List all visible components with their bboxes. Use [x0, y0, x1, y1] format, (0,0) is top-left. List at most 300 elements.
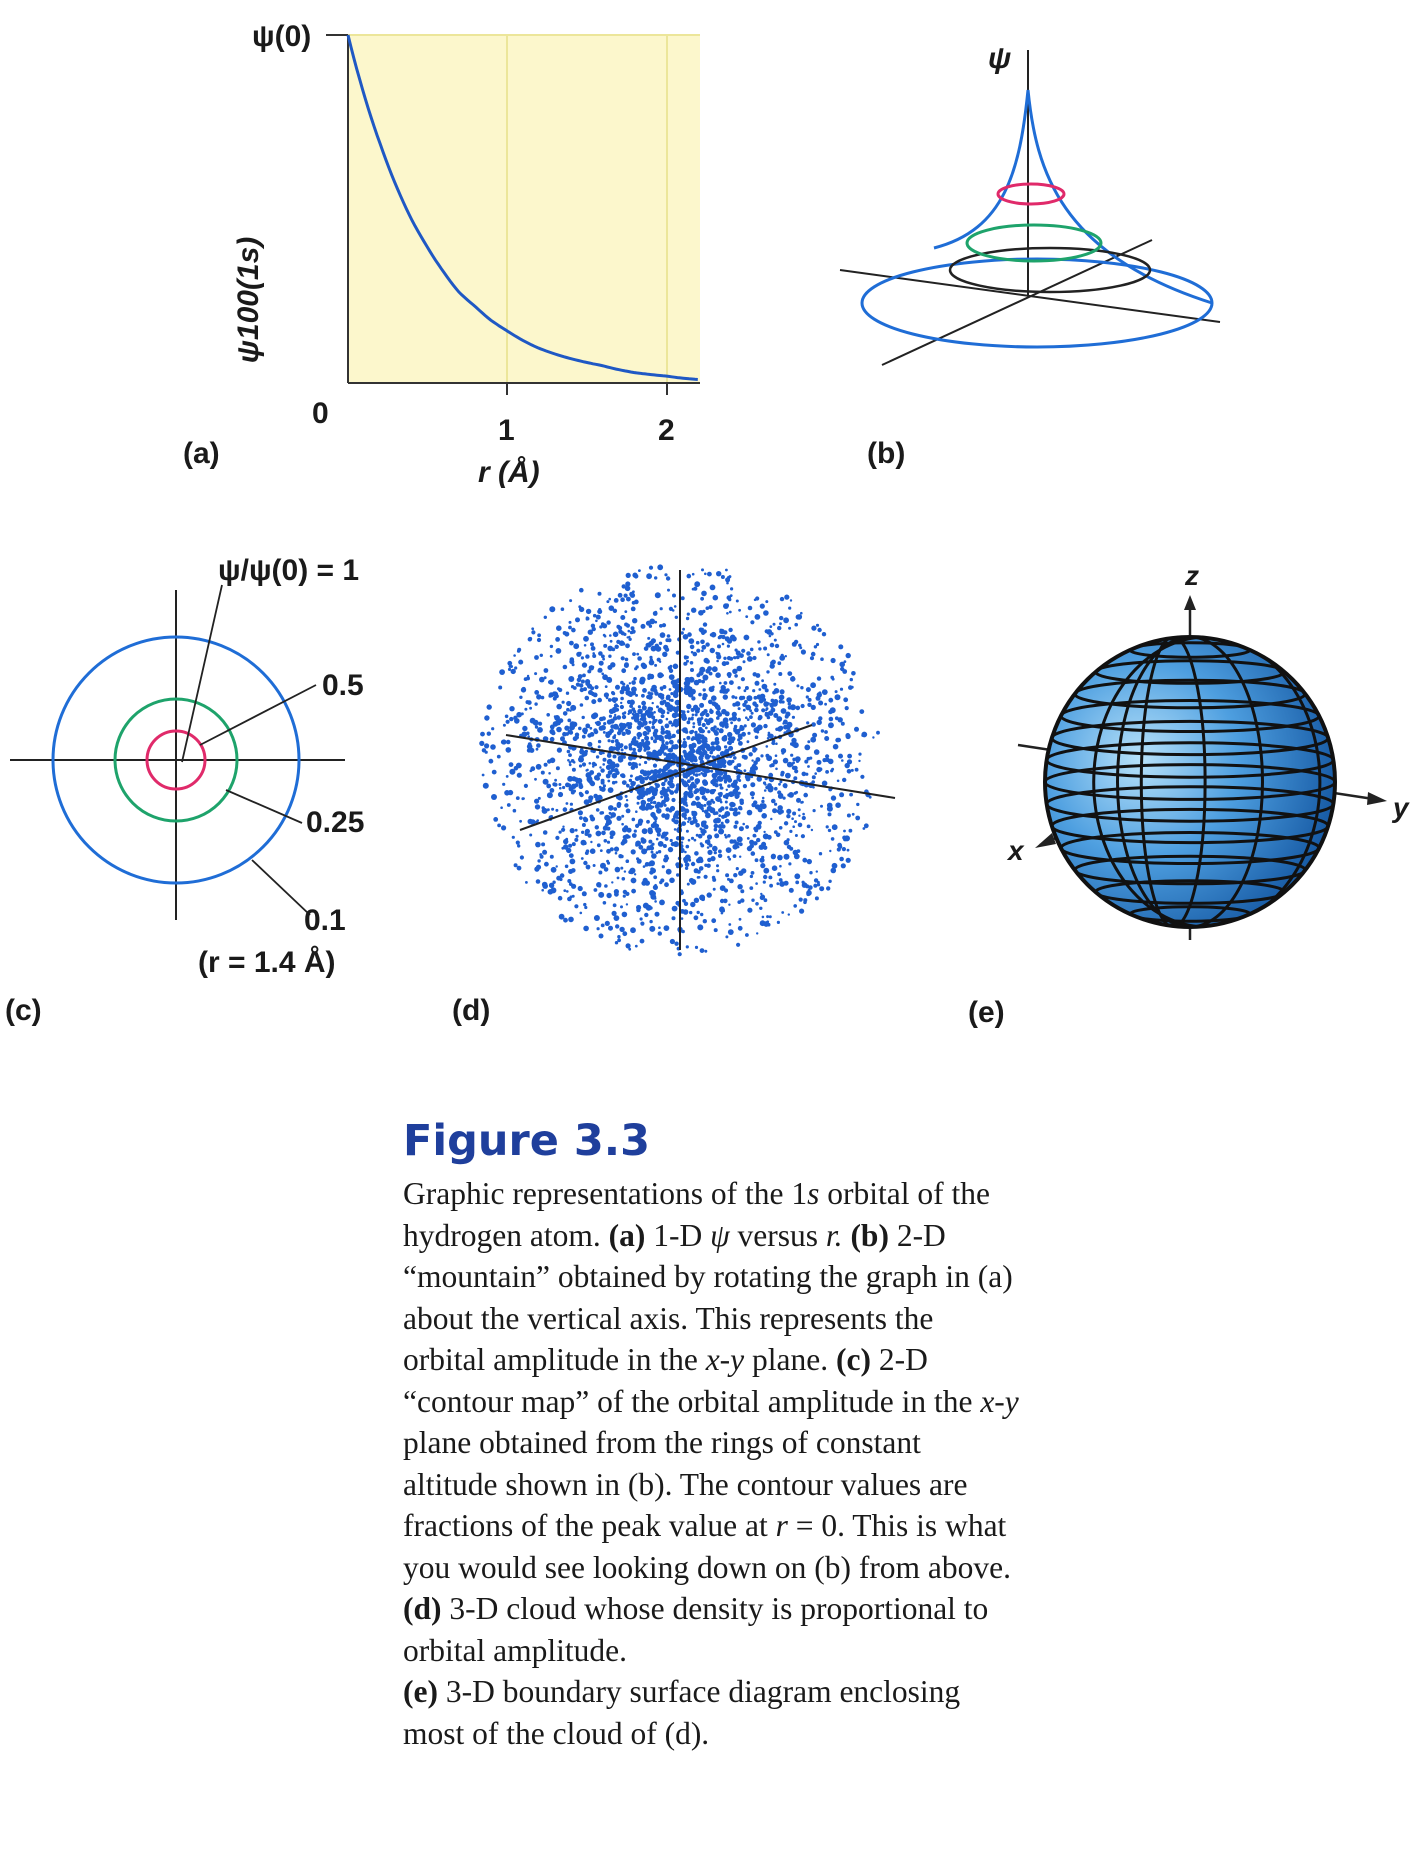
cloud-dot	[599, 766, 601, 768]
cloud-dot	[655, 912, 660, 917]
panel-b-psi-label: ψ	[988, 42, 1012, 75]
cloud-dot	[760, 604, 765, 609]
panel-a-psi-vs-r-graph	[0, 0, 740, 500]
cloud-dot	[765, 786, 769, 790]
cloud-dot	[603, 731, 606, 734]
cloud-dot	[801, 649, 806, 654]
cloud-dot	[568, 753, 572, 757]
cloud-dot	[646, 573, 652, 579]
cloud-dot	[763, 724, 767, 728]
cloud-dot	[699, 895, 705, 901]
cloud-dot	[787, 722, 793, 728]
cloud-dot	[585, 750, 588, 753]
caption-text-a-1: 1-D	[645, 1217, 711, 1253]
cloud-dot	[790, 704, 796, 710]
cloud-dot	[630, 868, 636, 874]
cloud-dot	[747, 810, 753, 816]
cloud-dot	[603, 758, 607, 762]
cloud-dot	[728, 598, 731, 601]
cloud-dot	[725, 793, 729, 797]
cloud-dot	[580, 688, 584, 692]
cloud-dot	[551, 867, 557, 873]
panel-c-label-1: ψ/ψ(0) = 1	[218, 554, 360, 587]
cloud-dot	[778, 672, 782, 676]
cloud-dot	[774, 803, 777, 806]
cloud-dot	[562, 826, 564, 828]
cloud-dot	[592, 654, 596, 658]
cloud-dot	[854, 727, 859, 732]
cloud-dot	[603, 644, 607, 648]
cloud-dot	[688, 717, 691, 720]
cloud-dot	[771, 708, 776, 713]
cloud-dot	[648, 829, 653, 834]
cloud-dot	[770, 661, 774, 665]
cloud-dot	[642, 688, 647, 693]
cloud-dot	[627, 636, 629, 638]
cloud-dot	[615, 924, 619, 928]
cloud-dot	[554, 779, 557, 782]
cloud-dot	[738, 741, 743, 746]
cloud-dot	[585, 696, 590, 701]
cloud-dot	[653, 764, 657, 768]
cloud-dot	[699, 859, 704, 864]
cloud-dot	[577, 678, 582, 683]
cloud-dot	[556, 625, 562, 631]
cloud-dot	[497, 824, 501, 828]
cloud-dot	[597, 773, 601, 777]
cloud-dot	[761, 813, 767, 819]
cloud-dot	[725, 873, 729, 877]
cloud-dot	[728, 923, 731, 926]
cloud-dot	[612, 911, 617, 916]
cloud-dot	[624, 662, 629, 667]
cloud-dot	[702, 723, 706, 727]
cloud-dot	[665, 837, 669, 841]
cloud-dot	[856, 803, 859, 806]
cloud-dot	[622, 931, 627, 936]
cloud-dot	[793, 776, 797, 780]
cloud-dot	[517, 866, 522, 871]
cloud-dot	[670, 790, 675, 795]
cloud-dot	[516, 841, 520, 845]
cloud-dot	[631, 707, 635, 711]
cloud-dot	[712, 666, 718, 672]
cloud-dot	[674, 942, 678, 946]
cloud-dot	[613, 807, 617, 811]
cloud-dot	[835, 802, 841, 808]
cloud-dot	[620, 690, 625, 695]
cloud-dot	[827, 806, 833, 812]
cloud-dot	[641, 694, 645, 698]
cloud-dot	[704, 770, 707, 773]
cloud-dot	[690, 661, 694, 665]
cloud-dot	[715, 818, 721, 824]
cloud-dot	[683, 750, 687, 754]
cloud-dot	[596, 808, 600, 812]
cloud-dot	[735, 649, 738, 652]
cloud-dot	[838, 845, 842, 849]
cloud-dot	[646, 820, 650, 824]
cloud-dot	[773, 759, 778, 764]
cloud-dot	[847, 849, 850, 852]
cloud-dot	[588, 795, 593, 800]
cloud-dot	[776, 833, 781, 838]
caption-tag-a: (a)	[608, 1217, 646, 1253]
cloud-dot	[751, 851, 756, 856]
cloud-dot	[760, 895, 765, 900]
cloud-dot	[795, 756, 801, 762]
cloud-dot	[612, 697, 617, 702]
cloud-dot	[722, 736, 728, 742]
cloud-dot	[599, 661, 604, 666]
cloud-dot	[739, 826, 744, 831]
cloud-dot	[703, 804, 706, 807]
cloud-dot	[524, 784, 528, 788]
cloud-dot	[635, 740, 639, 744]
cloud-dot	[519, 820, 522, 823]
cloud-dot	[707, 892, 712, 897]
cloud-dot	[660, 730, 665, 735]
cloud-dot	[725, 780, 728, 783]
cloud-dot	[712, 846, 718, 852]
cloud-dot	[703, 919, 707, 923]
cloud-dot	[653, 739, 657, 743]
cloud-dot	[627, 700, 631, 704]
cloud-dot	[819, 767, 823, 771]
cloud-dot	[724, 690, 728, 694]
cloud-dot	[699, 786, 705, 792]
cloud-dot	[709, 686, 715, 692]
cloud-dot	[626, 903, 628, 905]
cloud-dot	[569, 659, 574, 664]
cloud-dot	[622, 683, 625, 686]
cloud-dot	[660, 686, 664, 690]
cloud-dot	[629, 682, 631, 684]
cloud-dot	[619, 743, 623, 747]
cloud-dot	[779, 655, 785, 661]
cloud-dot	[807, 703, 811, 707]
cloud-dot	[691, 718, 694, 721]
cloud-dot	[811, 780, 815, 784]
cloud-dot	[701, 631, 705, 635]
caption-r-c: r	[775, 1508, 788, 1543]
cloud-dot	[632, 818, 636, 822]
cloud-dot	[635, 765, 638, 768]
cloud-dot	[513, 809, 517, 813]
cloud-dot	[544, 668, 549, 673]
cloud-dot	[581, 840, 587, 846]
cloud-dot	[734, 725, 738, 729]
cloud-dot	[615, 743, 618, 746]
cloud-dot	[537, 638, 541, 642]
cloud-dot	[747, 846, 752, 851]
cloud-dot	[817, 676, 821, 680]
cloud-dot	[691, 801, 696, 806]
caption-body	[403, 1173, 1023, 1754]
cloud-dot	[845, 763, 850, 768]
cloud-dot	[638, 569, 641, 572]
cloud-dot	[693, 705, 698, 710]
cloud-dot	[620, 725, 625, 730]
cloud-dot	[750, 791, 755, 796]
cloud-dot	[601, 787, 606, 792]
cloud-dot	[852, 813, 855, 816]
cloud-dot	[598, 740, 601, 743]
cloud-dot	[809, 757, 812, 760]
cloud-dot	[650, 788, 656, 794]
cloud-dot	[783, 758, 789, 764]
cloud-dot	[704, 950, 707, 953]
cloud-dot	[701, 645, 706, 650]
cloud-dot	[560, 736, 565, 741]
cloud-dot	[696, 802, 701, 807]
cloud-dot	[617, 804, 621, 808]
cloud-dot	[697, 924, 703, 930]
cloud-dot	[735, 701, 740, 706]
cloud-dot	[631, 878, 637, 884]
cloud-dot	[698, 679, 702, 683]
cloud-dot	[770, 818, 772, 820]
cloud-dot	[751, 759, 753, 761]
cloud-dot	[602, 763, 605, 766]
cloud-dot	[818, 701, 823, 706]
cloud-dot	[714, 828, 718, 832]
cloud-dot	[617, 935, 620, 938]
cloud-dot	[682, 743, 687, 748]
cloud-dot	[667, 748, 670, 751]
cloud-dot	[737, 666, 743, 672]
cloud-dot	[733, 656, 736, 659]
caption-psi-symbol: ψ	[710, 1217, 730, 1253]
cloud-dot	[654, 884, 657, 887]
cloud-dot	[615, 867, 621, 873]
cloud-dot	[705, 713, 709, 717]
cloud-dot	[595, 825, 599, 829]
cloud-dot	[536, 748, 539, 751]
cloud-dot	[826, 886, 830, 890]
cloud-dot	[644, 761, 647, 764]
cloud-dot	[654, 691, 658, 695]
cloud-dot	[767, 716, 771, 720]
cloud-dot	[666, 869, 672, 875]
cloud-dot	[681, 631, 684, 634]
panel-c-label-0-1: 0.1	[304, 904, 346, 937]
cloud-dot	[484, 715, 489, 720]
cloud-dot	[544, 616, 547, 619]
cloud-dot	[702, 737, 706, 741]
cloud-dot	[621, 668, 626, 673]
panel-b-tag: (b)	[867, 437, 906, 470]
cloud-dot	[644, 913, 648, 917]
cloud-dot	[636, 857, 639, 860]
panel-c-label-radius: (r = 1.4 Å)	[198, 946, 336, 979]
cloud-dot	[758, 716, 762, 720]
cloud-dot	[713, 725, 716, 728]
cloud-dot	[700, 640, 705, 645]
cloud-dot	[788, 792, 794, 798]
cloud-dot	[620, 697, 624, 701]
cloud-dot	[694, 731, 697, 734]
cloud-dot	[615, 781, 618, 784]
cloud-dot	[687, 710, 690, 713]
cloud-dot	[747, 837, 750, 840]
cloud-dot	[558, 792, 563, 797]
cloud-dot	[536, 743, 541, 748]
cloud-dot	[562, 786, 565, 789]
cloud-dot	[597, 927, 600, 930]
cloud-dot	[664, 882, 669, 887]
cloud-dot	[685, 689, 689, 693]
cloud-dot	[755, 858, 759, 862]
cloud-dot	[604, 884, 608, 888]
cloud-dot	[699, 667, 705, 673]
cloud-dot	[702, 795, 706, 799]
cloud-dot	[681, 821, 686, 826]
cloud-dot	[547, 792, 553, 798]
panel-a-x-axis-label: r (Å)	[478, 456, 540, 489]
cloud-dot	[583, 817, 587, 821]
cloud-dot	[814, 772, 817, 775]
cloud-dot	[778, 805, 783, 810]
cloud-dot	[794, 873, 800, 879]
cloud-dot	[662, 865, 665, 868]
cloud-dot	[742, 823, 745, 826]
cloud-dot	[584, 731, 587, 734]
cloud-dot	[732, 839, 736, 843]
cloud-dot	[688, 638, 694, 644]
cloud-dot	[550, 725, 555, 730]
cloud-dot	[649, 566, 653, 570]
cloud-dot	[654, 664, 657, 667]
cloud-dot	[828, 710, 833, 715]
cloud-dot	[662, 623, 666, 627]
cloud-dot	[703, 688, 706, 691]
cloud-dot	[555, 637, 560, 642]
cloud-dot	[696, 649, 700, 653]
cloud-dot	[579, 652, 582, 655]
cloud-dot	[817, 760, 822, 765]
cloud-dot	[831, 768, 834, 771]
cloud-dot	[614, 892, 619, 897]
cloud-dot	[607, 780, 610, 783]
cloud-dot	[781, 771, 785, 775]
cloud-dot	[763, 701, 769, 707]
cloud-dot	[620, 855, 623, 858]
cloud-dot	[729, 680, 734, 685]
cloud-dot	[670, 839, 673, 842]
cloud-dot	[644, 736, 649, 741]
cloud-dot	[695, 773, 699, 777]
cloud-dot	[756, 673, 761, 678]
cloud-dot	[579, 816, 583, 820]
cloud-dot	[713, 888, 716, 891]
cloud-dot	[685, 758, 688, 761]
cloud-dot	[564, 726, 569, 731]
cloud-dot	[573, 643, 579, 649]
cloud-dot	[745, 686, 749, 690]
cloud-dot	[623, 712, 626, 715]
cloud-dot	[630, 927, 636, 933]
cloud-dot	[569, 730, 573, 734]
cloud-dot	[693, 816, 697, 820]
cloud-dot	[769, 625, 772, 628]
cloud-dot	[712, 778, 717, 783]
cloud-dot	[784, 821, 788, 825]
cloud-dot	[720, 885, 726, 891]
cloud-dot	[716, 716, 720, 720]
cloud-dot	[590, 686, 594, 690]
cloud-dot	[796, 684, 799, 687]
cloud-dot	[686, 704, 691, 709]
cloud-dot	[704, 677, 707, 680]
cloud-dot	[835, 690, 838, 693]
cloud-dot	[562, 701, 565, 704]
cloud-dot	[776, 882, 779, 885]
cloud-dot	[718, 808, 722, 812]
cloud-dot	[808, 885, 813, 890]
cloud-dot	[542, 808, 548, 814]
cloud-dot	[767, 653, 770, 656]
cloud-dot	[684, 655, 687, 658]
cloud-dot	[755, 614, 761, 620]
cloud-dot	[706, 800, 712, 806]
cloud-dot	[799, 898, 803, 902]
cloud-dot	[606, 600, 609, 603]
cloud-dot	[626, 799, 628, 801]
caption-text-b-2: plane.	[744, 1342, 836, 1377]
cloud-dot	[566, 692, 569, 695]
cloud-dot	[705, 789, 710, 794]
cloud-dot	[608, 805, 614, 811]
cloud-dot	[842, 847, 846, 851]
cloud-dot	[594, 685, 598, 689]
cloud-dot	[653, 611, 658, 616]
cloud-dot	[692, 726, 695, 729]
cloud-dot	[561, 828, 565, 832]
cloud-dot	[664, 855, 668, 859]
cloud-dot	[563, 839, 568, 844]
cloud-dot	[673, 719, 679, 725]
cloud-dot	[667, 735, 671, 739]
cloud-dot	[777, 872, 781, 876]
cloud-dot	[630, 775, 633, 778]
cloud-dot	[771, 799, 776, 804]
cloud-dot	[610, 812, 616, 818]
cloud-dot	[669, 878, 675, 884]
cloud-dot	[512, 836, 515, 839]
cloud-dot	[529, 707, 532, 710]
cloud-dot	[741, 649, 745, 653]
cloud-dot	[725, 819, 730, 824]
panel-e-z-arrowhead	[1184, 595, 1196, 610]
caption-tag-e: (e)	[403, 1674, 438, 1709]
cloud-dot	[728, 929, 734, 935]
cloud-dot	[536, 764, 542, 770]
cloud-dot	[727, 784, 731, 788]
cloud-dot	[672, 916, 676, 920]
cloud-dot	[789, 830, 792, 833]
cloud-dot	[556, 704, 562, 710]
cloud-dot	[779, 881, 785, 887]
cloud-dot	[582, 674, 586, 678]
cloud-dot	[876, 731, 880, 735]
cloud-dot	[562, 732, 567, 737]
cloud-dot	[840, 667, 844, 671]
cloud-dot	[649, 870, 653, 874]
cloud-dot	[629, 592, 634, 597]
cloud-dot	[646, 848, 648, 850]
cloud-dot	[841, 759, 844, 762]
